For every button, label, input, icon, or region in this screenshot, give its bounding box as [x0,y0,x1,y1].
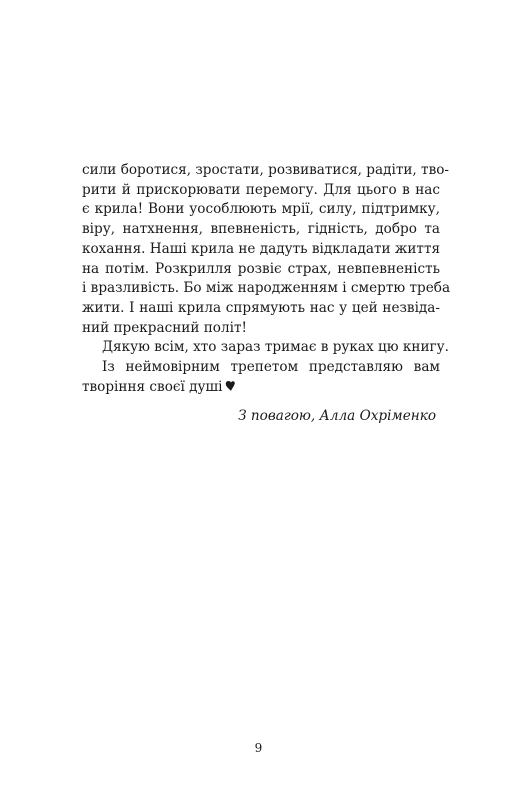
text-line: і вразливість. Бо між народженням і смертю треба [82,280,451,297]
text-line: ний прекрасний політ! [82,319,247,336]
text-line: на потім. Розкрилля розвіє страх, невпевненість [82,260,440,277]
text-line: жити. І наші крила спрямують нас у цей незвіда- [82,299,440,316]
page-number: 9 [254,741,263,755]
heart-icon [225,379,237,399]
signature: З повагою, Алла Охріменко [238,408,436,424]
text-line-final-content: творіння своєї душі [82,378,223,395]
text-line-final [82,378,440,399]
text-line: є крила! Вони уособлюють мрії, силу, підтримку, [82,201,440,218]
text-line: віру, натхнення, впевненість, гідність, добро та [82,221,440,238]
text-line: кохання. Наші крила не дадуть відкладати життя [82,240,441,257]
text-line: Із неймовірним трепетом представляю вам [102,359,440,376]
text-line: Дякую всім, хто зараз тримає в руках цю книгу. [102,339,449,356]
body-text [82,161,451,398]
text-line: сили боротися, зростати, розвиватися, радіти, тво- [82,162,449,178]
text-line: рити й прискорювати перемогу. Для цього в нас [82,181,440,198]
